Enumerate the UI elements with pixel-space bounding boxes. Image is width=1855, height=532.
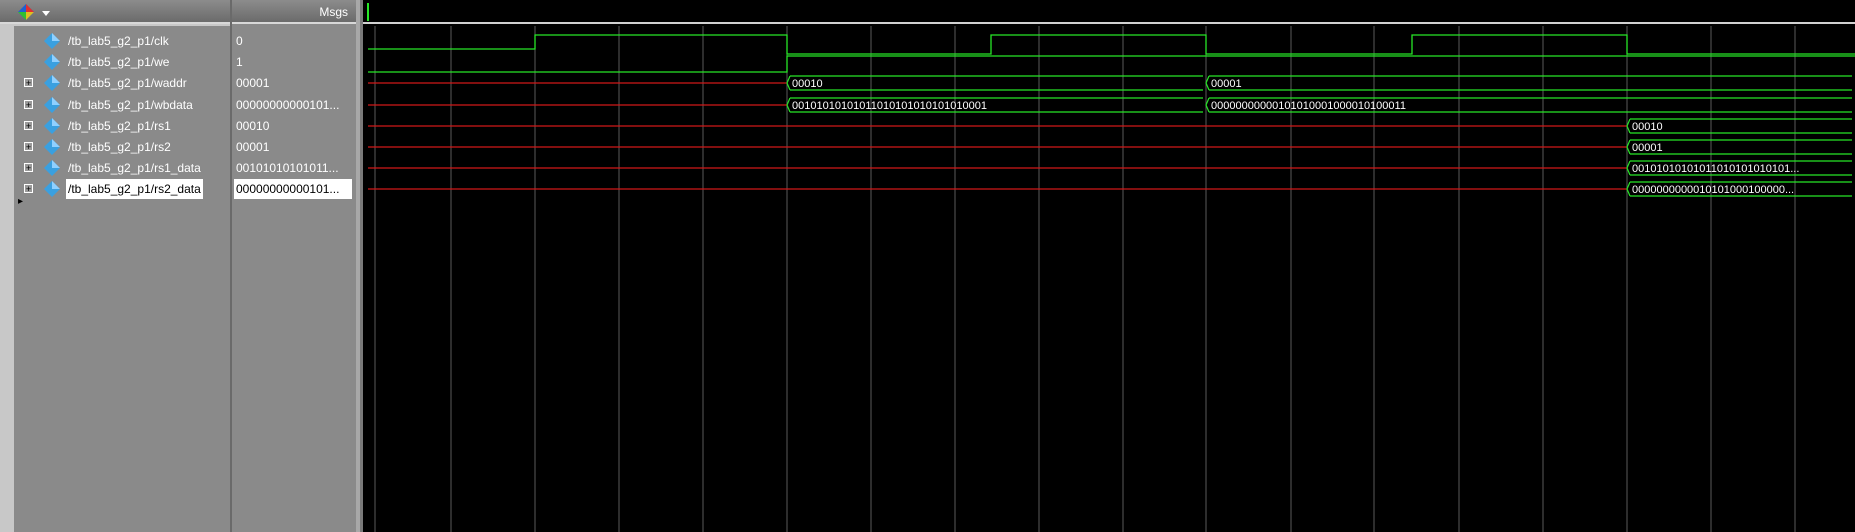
rs1-data-value: 00101010101011010101010101...: [1632, 163, 1800, 175]
waveform-canvas[interactable]: [363, 0, 1855, 532]
waveform-pane[interactable]: [360, 0, 1855, 532]
signal-diamond-icon: [44, 181, 60, 197]
signal-diamond-icon: [44, 33, 60, 49]
expand-icon[interactable]: +: [25, 121, 32, 131]
mouse-pointer-icon: ▸: [18, 196, 24, 207]
signal-name: /tb_lab5_g2_p1/wbdata: [68, 98, 193, 112]
signal-row[interactable]: [0, 158, 230, 178]
signal-name: /tb_lab5_g2_p1/rs1: [68, 119, 171, 133]
signal-diamond-icon: [44, 97, 60, 113]
expand-icon[interactable]: +: [25, 142, 32, 152]
rs1-value: 00010: [1632, 121, 1663, 133]
msgs-header-label: Msgs: [319, 5, 348, 19]
signal-row[interactable]: [0, 179, 230, 199]
signal-diamond-icon: [44, 139, 60, 155]
signal-name: /tb_lab5_g2_p1/rs2: [68, 140, 171, 154]
signal-value: 00010: [236, 119, 270, 133]
signal-diamond-icon: [44, 160, 60, 176]
signal-names-pane: [0, 0, 232, 532]
wbdata-value: 00000000000101010001000010100011: [1211, 100, 1406, 112]
expand-icon[interactable]: +: [25, 78, 32, 88]
signal-value: 00000000000101...: [234, 179, 352, 199]
signal-row[interactable]: [0, 73, 230, 93]
signal-row[interactable]: [0, 116, 230, 136]
signal-value: 00001: [236, 140, 270, 154]
signal-diamond-icon: [44, 75, 60, 91]
signal-value: 00001: [236, 76, 270, 90]
signal-value: 00101010101011...: [236, 161, 339, 175]
msgs-header: [232, 0, 356, 24]
signal-name: /tb_lab5_g2_p1/rs1_data: [68, 161, 201, 175]
signal-row[interactable]: [0, 137, 230, 157]
chevron-down-icon: [42, 11, 50, 16]
expand-icon[interactable]: +: [25, 163, 32, 173]
signal-name: /tb_lab5_g2_p1/we: [68, 55, 170, 69]
signal-row[interactable]: [0, 52, 230, 72]
waddr-value: 00010: [792, 78, 823, 90]
signal-value: 0: [236, 34, 243, 48]
wbdata-value: 00101010101011010101010101010001: [792, 100, 987, 112]
signal-row[interactable]: [0, 95, 230, 115]
layout-diamond-icon[interactable]: [16, 3, 56, 23]
we-waveform: [368, 56, 1855, 72]
expand-icon[interactable]: +: [25, 100, 32, 110]
names-header: [0, 0, 230, 24]
signal-row[interactable]: [0, 31, 230, 51]
rs2-value: 00001: [1632, 142, 1663, 154]
signal-value: 00000000000101...: [236, 98, 340, 112]
rs2-data-value: 0000000000010101000100000...: [1632, 184, 1795, 196]
signal-name: /tb_lab5_g2_p1/rs2_data: [66, 179, 203, 199]
values-pane: [232, 0, 360, 532]
signal-diamond-icon: [44, 54, 60, 70]
signal-value: 1: [236, 55, 243, 69]
signal-diamond-icon: [44, 118, 60, 134]
signal-name: /tb_lab5_g2_p1/clk: [68, 34, 169, 48]
signal-name: /tb_lab5_g2_p1/waddr: [68, 76, 187, 90]
expand-icon[interactable]: +: [25, 184, 32, 194]
clk-waveform: [368, 35, 1855, 54]
waddr-value: 00001: [1211, 78, 1242, 90]
